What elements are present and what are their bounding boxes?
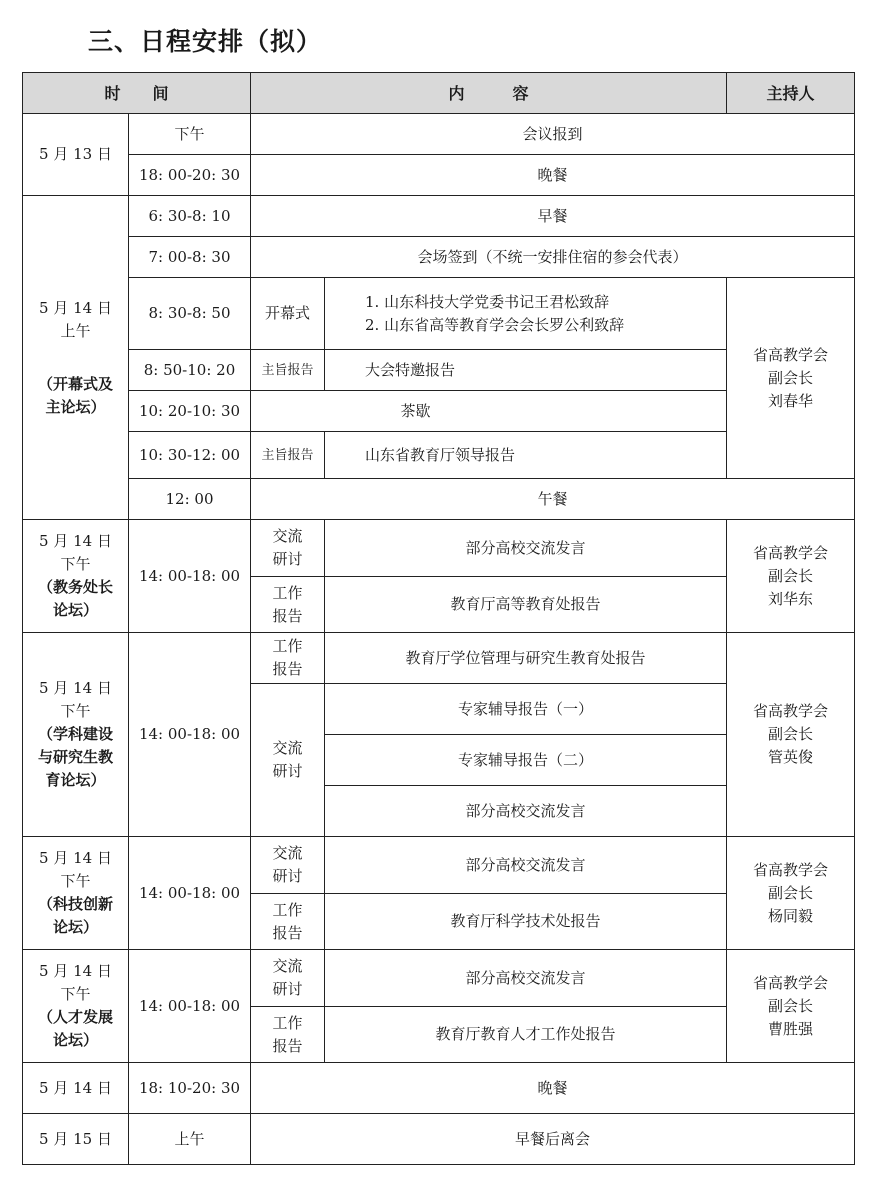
- date-cell: 5 月 15 日: [23, 1114, 129, 1165]
- kind-line: 报告: [272, 660, 303, 678]
- table-row: [23, 155, 855, 196]
- kind-line: 工作: [272, 637, 303, 655]
- section-heading: 三、日程安排（拟）: [88, 27, 323, 56]
- content-cell: 部分高校交流发言: [325, 786, 727, 837]
- content-cell: 教育厅高等教育处报告: [325, 577, 727, 633]
- kind-cell: [251, 894, 325, 950]
- session-title: （教务处长: [37, 578, 113, 596]
- date-text: 5 月 14 日: [39, 849, 112, 867]
- schedule-table: [22, 72, 855, 1165]
- table-row: [23, 1063, 855, 1114]
- host-cell: [727, 837, 855, 950]
- date-cell: [23, 196, 129, 520]
- host-line: 省高教学会: [753, 543, 829, 562]
- host-name: 刘春华: [768, 391, 814, 410]
- content-cell: 教育厅学位管理与研究生教育处报告: [325, 633, 727, 684]
- table-row: [23, 479, 855, 520]
- header-time: 时 间: [23, 73, 251, 114]
- kind-cell: 主旨报告: [251, 350, 325, 391]
- time-cell: 14: 00-18: 00: [129, 520, 251, 633]
- kind-line: 交流: [272, 739, 303, 757]
- kind-line: 工作: [272, 583, 303, 602]
- kind-line: 报告: [272, 606, 303, 625]
- table-row: [23, 633, 855, 684]
- kind-line: 研讨: [272, 762, 303, 780]
- session-title: （人才发展: [37, 1008, 113, 1026]
- table-row: [23, 278, 855, 350]
- host-line: 省高教学会: [753, 345, 829, 364]
- content-cell: 教育厅教育人才工作处报告: [325, 1007, 727, 1063]
- content-cell: 专家辅导报告（二）: [325, 735, 727, 786]
- kind-cell: [251, 520, 325, 577]
- time-cell: 14: 00-18: 00: [129, 633, 251, 837]
- content-cell: 专家辅导报告（一）: [325, 684, 727, 735]
- time-cell: 14: 00-18: 00: [129, 950, 251, 1063]
- content-cell: 茶歇: [251, 391, 727, 432]
- kind-line: 交流: [272, 527, 303, 545]
- host-cell: [727, 278, 855, 479]
- host-line: 省高教学会: [753, 702, 829, 720]
- date-cell: [23, 633, 129, 837]
- header-host: 主持人: [727, 73, 855, 114]
- kind-cell: [251, 684, 325, 837]
- table-row: [23, 950, 855, 1007]
- session-title: 主论坛）: [45, 397, 106, 416]
- content-cell: 午餐: [251, 479, 855, 520]
- content-cell: 晚餐: [251, 1063, 855, 1114]
- content-cell: 部分高校交流发言: [325, 837, 727, 894]
- host-line: 副会长: [768, 883, 814, 902]
- content-cell: 教育厅科学技术处报告: [325, 894, 727, 950]
- host-line: 副会长: [768, 368, 814, 387]
- host-line: 副会长: [768, 725, 814, 743]
- time-cell: 下午: [129, 114, 251, 155]
- content-cell: [325, 278, 727, 350]
- date-cell: 5 月 13 日: [23, 114, 129, 196]
- time-cell: 18: 00-20: 30: [129, 155, 251, 196]
- table-header-row: [23, 73, 855, 114]
- session-title: 论坛）: [52, 918, 98, 936]
- period-text: 下午: [60, 555, 91, 573]
- content-cell: 会场签到（不统一安排住宿的参会代表）: [251, 237, 855, 278]
- kind-line: 研讨: [272, 550, 303, 568]
- date-text: 5 月 14 日: [39, 962, 112, 980]
- content-cell: 大会特邀报告: [325, 350, 727, 391]
- host-name: 曹胜强: [768, 1019, 814, 1038]
- table-row: [23, 837, 855, 894]
- time-cell: 8: 50-10: 20: [129, 350, 251, 391]
- period-text: 下午: [60, 985, 91, 1003]
- time-cell: 6: 30-8: 10: [129, 196, 251, 237]
- session-title: （开幕式及: [37, 374, 113, 393]
- date-text: 5 月 14 日: [39, 532, 112, 550]
- time-cell: 8: 30-8: 50: [129, 278, 251, 350]
- session-title: 论坛）: [52, 1031, 98, 1049]
- table-row: [23, 196, 855, 237]
- period-text: 下午: [60, 702, 91, 720]
- kind-line: 报告: [272, 923, 303, 942]
- session-title: 育论坛）: [45, 771, 106, 789]
- host-line: 省高教学会: [753, 860, 829, 879]
- kind-line: 研讨: [272, 980, 303, 998]
- time-cell: 10: 20-10: 30: [129, 391, 251, 432]
- kind-cell: [251, 633, 325, 684]
- time-cell: 7: 00-8: 30: [129, 237, 251, 278]
- content-cell: 部分高校交流发言: [325, 950, 727, 1007]
- date-cell: [23, 520, 129, 633]
- content-cell: 早餐: [251, 196, 855, 237]
- date-cell: [23, 837, 129, 950]
- kind-line: 工作: [272, 1013, 303, 1032]
- host-name: 刘华东: [768, 589, 814, 608]
- kind-cell: [251, 950, 325, 1007]
- host-name: 管英俊: [768, 748, 814, 766]
- table-row: [23, 237, 855, 278]
- content-cell: 晚餐: [251, 155, 855, 196]
- table-row: [23, 1114, 855, 1165]
- table-row: [23, 520, 855, 577]
- host-line: 省高教学会: [753, 973, 829, 992]
- session-title: （科技创新: [37, 895, 113, 913]
- table-row: [23, 114, 855, 155]
- kind-line: 交流: [272, 957, 303, 975]
- time-cell: 14: 00-18: 00: [129, 837, 251, 950]
- content-cell: 山东省教育厅领导报告: [325, 432, 727, 479]
- host-cell: [727, 950, 855, 1063]
- host-line: 副会长: [768, 996, 814, 1015]
- session-title: （学科建设: [37, 725, 113, 743]
- kind-cell: 主旨报告: [251, 432, 325, 479]
- kind-line: 交流: [272, 844, 303, 862]
- kind-line: 工作: [272, 900, 303, 919]
- host-cell: [727, 633, 855, 837]
- content-cell: 部分高校交流发言: [325, 520, 727, 577]
- session-title: 与研究生教: [37, 748, 113, 766]
- content-cell: 早餐后离会: [251, 1114, 855, 1165]
- period-text: 上午: [60, 321, 91, 340]
- host-cell: [727, 520, 855, 633]
- period-text: 下午: [60, 872, 91, 890]
- date-cell: 5 月 14 日: [23, 1063, 129, 1114]
- kind-cell: [251, 837, 325, 894]
- kind-cell: [251, 1007, 325, 1063]
- kind-line: 研讨: [272, 867, 303, 885]
- content-line: 2. 山东省高等教育学会会长罗公利致辞: [365, 315, 625, 334]
- content-line: 1. 山东科技大学党委书记王君松致辞: [365, 292, 610, 311]
- kind-cell: 开幕式: [251, 278, 325, 350]
- time-cell: 18: 10-20: 30: [129, 1063, 251, 1114]
- date-cell: [23, 950, 129, 1063]
- header-content: 内 容: [251, 73, 727, 114]
- time-cell: 12: 00: [129, 479, 251, 520]
- host-name: 杨同毅: [768, 906, 814, 925]
- host-line: 副会长: [768, 566, 814, 585]
- date-text: 5 月 14 日: [39, 298, 112, 317]
- content-cell: 会议报到: [251, 114, 855, 155]
- kind-line: 报告: [272, 1036, 303, 1055]
- time-cell: 10: 30-12: 00: [129, 432, 251, 479]
- date-text: 5 月 14 日: [39, 679, 112, 697]
- session-title: 论坛）: [52, 601, 98, 619]
- kind-cell: [251, 577, 325, 633]
- time-cell: 上午: [129, 1114, 251, 1165]
